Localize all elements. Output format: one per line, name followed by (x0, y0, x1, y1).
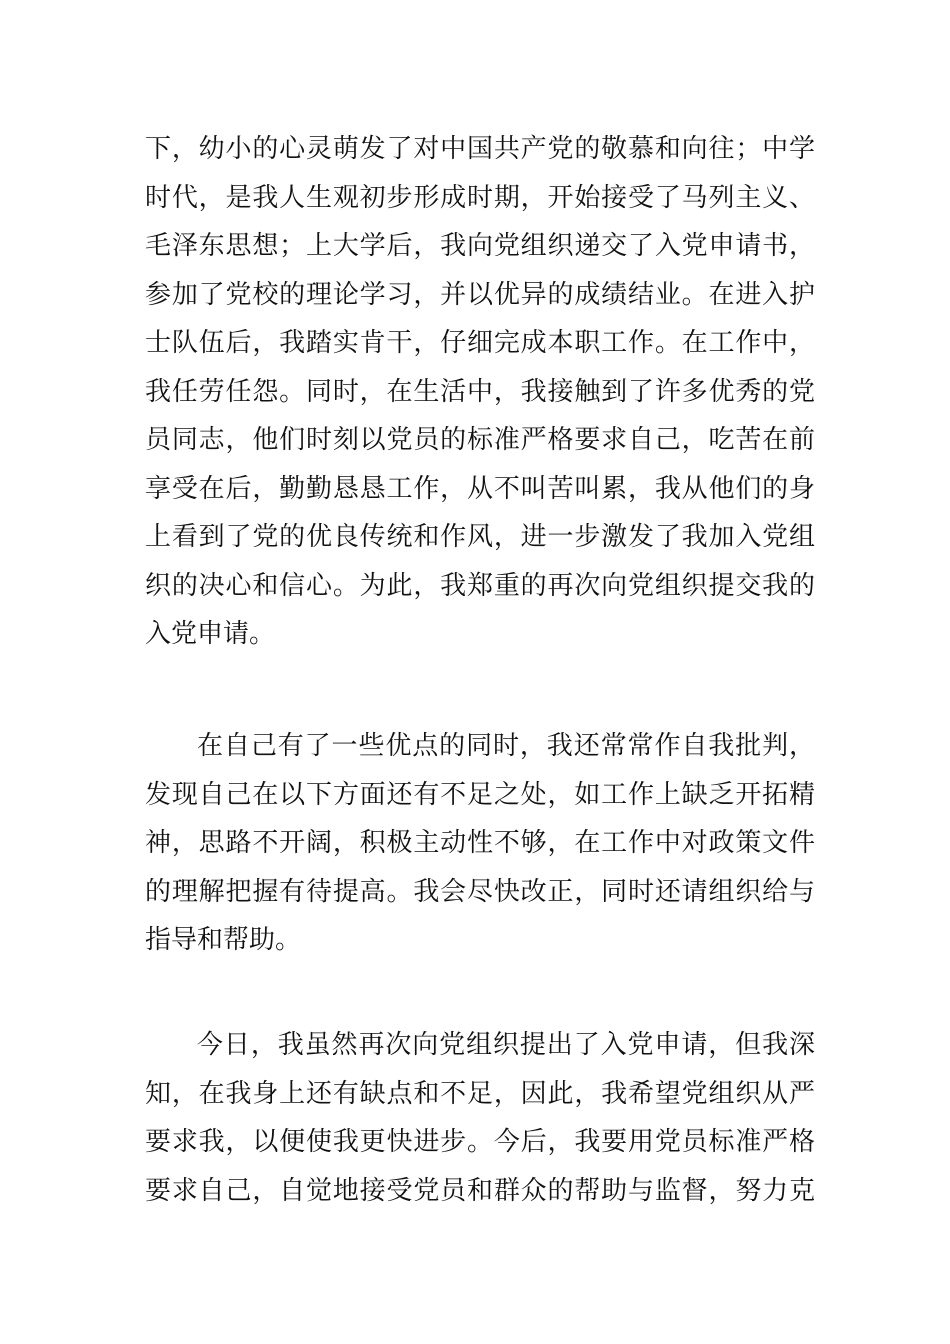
text-line: 参加了党校的理论学习，并以优异的成绩结业。在进入护 (145, 279, 815, 310)
text-line: 指导和帮助。 (145, 925, 302, 955)
text-line: 神，思路不开阔，积极主动性不够，在工作中对政策文件 (145, 828, 815, 858)
text-line: 的理解把握有待提高。我会尽快改正，同时还请组织给与 (145, 876, 815, 907)
text-line: 我任劳任怨。同时，在生活中，我接触到了许多优秀的党 (145, 376, 815, 407)
text-line: 今日，我虽然再次向党组织提出了入党申请，但我深 (197, 1030, 815, 1060)
text-line: 在自己有了一些优点的同时，我还常常作自我批判， (197, 731, 815, 761)
text-line: 知，在我身上还有缺点和不足，因此，我希望党组织从严 (145, 1078, 815, 1109)
text-line: 员同志，他们时刻以党员的标准严格要求自己，吃苦在前 (145, 425, 815, 455)
text-line: 入党申请。 (145, 619, 276, 649)
text-line: 要求自己，自觉地接受党员和群众的帮助与监督，努力克 (145, 1175, 815, 1206)
text-line: 毛泽东思想；上大学后，我向党组织递交了入党申请书， (145, 231, 815, 261)
text-line: 要求我，以便使我更快进步。今后，我要用党员标准严格 (145, 1127, 815, 1157)
text-line: 织的决心和信心。为此，我郑重的再次向党组织提交我的 (145, 570, 815, 601)
paragraph-3 (145, 1021, 815, 1215)
paragraph-1 (145, 125, 815, 659)
text-line: 士队伍后，我踏实肯干，仔细完成本职工作。在工作中， (145, 328, 815, 358)
text-line: 享受在后，勤勤恳恳工作，从不叫苦叫累，我从他们的身 (145, 473, 815, 504)
text-line: 时代，是我人生观初步形成时期，开始接受了马列主义、 (145, 182, 815, 213)
text-line: 上看到了党的优良传统和作风，进一步激发了我加入党组 (145, 522, 815, 552)
paragraph-2 (145, 722, 815, 965)
text-line: 下，幼小的心灵萌发了对中国共产党的敬慕和向往；中学 (145, 134, 815, 164)
text-line: 发现自己在以下方面还有不足之处，如工作上缺乏开拓精 (145, 779, 815, 810)
